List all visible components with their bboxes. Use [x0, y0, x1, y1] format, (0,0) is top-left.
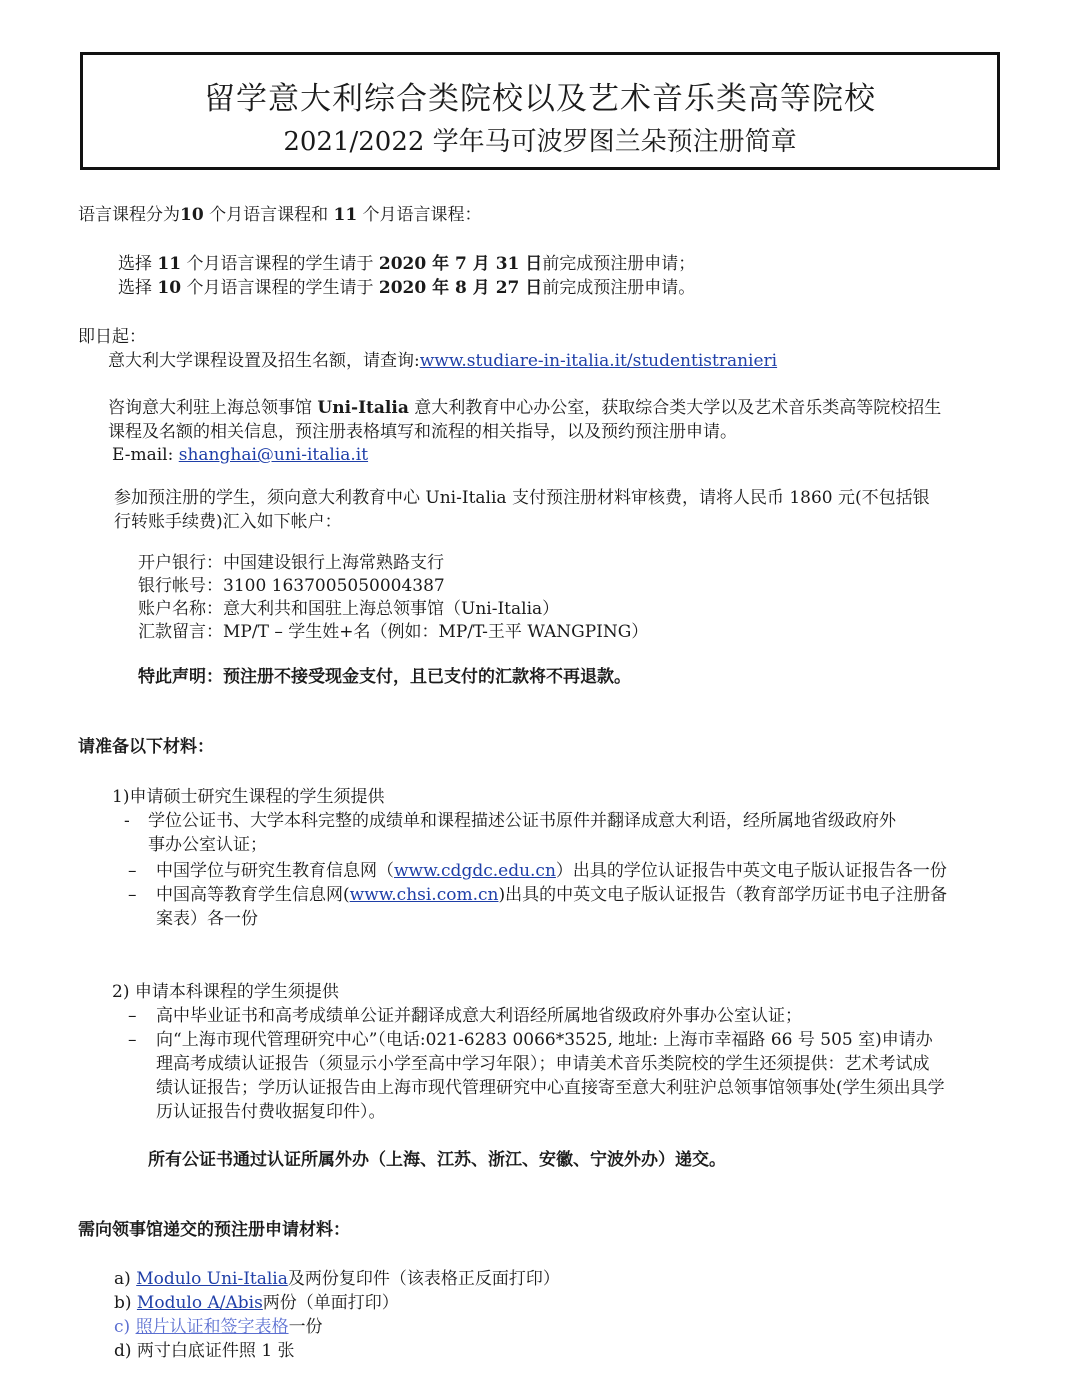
email-line: E-mail: shanghai@uni-italia.it: [112, 445, 369, 465]
bachelor-item-2-line-3: 绩认证报告；学历认证报告由上海市现代管理研究中心直接寄至意大利驻沪总领事馆领事处(学生须出具学: [156, 1078, 945, 1098]
consult-line-1: 咨询意大利驻上海总领事馆 Uni-Italia 意大利教育中心办公室，获取综合类大学以及艺术音乐类高等院校招生: [108, 398, 942, 418]
deadline-11-month: 选择 11 个月语言课程的学生请于 2020 年 7 月 31 日前完成预注册申请；: [118, 254, 696, 274]
email-link[interactable]: shanghai@uni-italia.it: [178, 445, 369, 465]
bachelor-item-1: 高中毕业证书和高考成绩单公证并翻译成意大利语经所属地省级政府外事办公室认证；: [156, 1006, 802, 1026]
modulo-uni-italia-link[interactable]: Modulo Uni-Italia: [136, 1269, 288, 1289]
chsi-link[interactable]: www.chsi.com.cn: [349, 885, 499, 905]
bachelor-item-2-line-4: 历认证报告付费收据复印件）。: [156, 1102, 386, 1122]
bachelor-item-2-line-2: 理高考成绩认证报告（须显示小学至高中学习年限）；申请美术音乐类院校的学生还须提供：艺术考试成: [156, 1054, 930, 1074]
declaration: 特此声明：预注册不接受现金支付，且已支付的汇款将不再退款。: [138, 667, 631, 687]
consult-line-2: 课程及名额的相关信息，预注册表格填写和流程的相关指导，以及预约预注册申请。: [108, 422, 737, 442]
studiare-in-italia-link[interactable]: www.studiare-in-italia.it/studentistranieri: [419, 351, 778, 371]
intro-line: 语言课程分为10 个月语言课程和 11 个月语言课程：: [78, 205, 482, 225]
prepare-heading: 请准备以下材料：: [78, 737, 214, 757]
master-heading: 1)申请硕士研究生课程的学生须提供: [112, 787, 385, 807]
fee-line-1: 参加预注册的学生，须向意大利教育中心 Uni-Italia 支付预注册材料审核费，请将人民币 1860 元(不包括银: [114, 488, 930, 508]
from-now-label: 即日起：: [78, 327, 146, 347]
master-dash-1: -: [124, 811, 130, 831]
title-box: [80, 52, 1000, 170]
consulate-item-c: c) 照片认证和签字表格一份: [114, 1317, 323, 1337]
bachelor-dash-2: –: [128, 1030, 137, 1050]
deadline-10-month: 选择 10 个月语言课程的学生请于 2020 年 8 月 27 日前完成预注册申请。: [118, 278, 696, 298]
fee-line-2: 行转账手续费)汇入如下帐户：: [114, 512, 342, 532]
modulo-a-abis-link[interactable]: Modulo A/Abis: [136, 1293, 263, 1313]
account-bank: 开户银行：中国建设银行上海常熟路支行: [138, 553, 444, 573]
query-line: 意大利大学课程设置及招生名额，请查询:www.studiare-in-italia.it/studentistranieri: [108, 351, 778, 371]
cdgdc-link[interactable]: www.cdgdc.edu.cn: [394, 861, 556, 881]
bachelor-heading: 2) 申请本科课程的学生须提供: [112, 982, 339, 1002]
master-item-3: 中国高等教育学生信息网(www.chsi.com.cn)出具的中英文电子版认证报告（教育部学历证书电子注册备: [156, 885, 948, 905]
master-dash-3: –: [128, 885, 137, 905]
notary-note: 所有公证书通过认证所属外办（上海、江苏、浙江、安徽、宁波外办）递交。: [148, 1150, 726, 1170]
bachelor-item-2-line-1: 向“上海市现代管理研究中心”（电话:021-6283 0066*3525, 地址: 上海市幸福路 66 号 505 室)申请办: [156, 1030, 933, 1050]
bachelor-dash-1: –: [128, 1006, 137, 1026]
consulate-item-b: b) Modulo A/Abis两份（单面打印）: [114, 1293, 399, 1313]
consulate-item-a: a) Modulo Uni-Italia及两份复印件（该表格正反面打印）: [114, 1269, 560, 1289]
consulate-item-d: d) 两寸白底证件照 1 张: [114, 1341, 295, 1361]
document-subtitle: 2021/2022 学年马可波罗图兰朵预注册简章: [283, 127, 797, 157]
account-number: 银行帐号：3100 1637005050004387: [138, 576, 445, 596]
master-item-1-line-2: 事办公室认证；: [148, 835, 267, 855]
account-name: 账户名称：意大利共和国驻上海总领事馆（Uni-Italia）: [138, 599, 560, 619]
master-item-1-line-1: 学位公证书、大学本科完整的成绩单和课程描述公证书原件并翻译成意大利语，经所属地省级政府外: [148, 811, 896, 831]
master-item-2: 中国学位与研究生教育信息网（www.cdgdc.edu.cn）出具的学位认证报告中英文电子版认证报告各一份: [156, 861, 947, 881]
account-remark: 汇款留言：MP/T – 学生姓+名（例如：MP/T-王平 WANGPING）: [138, 622, 649, 642]
master-item-3-line-2: 案表）各一份: [156, 909, 258, 929]
document-title: 留学意大利综合类院校以及艺术音乐类高等院校: [204, 81, 876, 117]
photo-signature-form-link[interactable]: 照片认证和签字表格: [135, 1317, 289, 1337]
consulate-heading: 需向领事馆递交的预注册申请材料：: [78, 1220, 350, 1240]
master-dash-2: –: [128, 861, 137, 881]
